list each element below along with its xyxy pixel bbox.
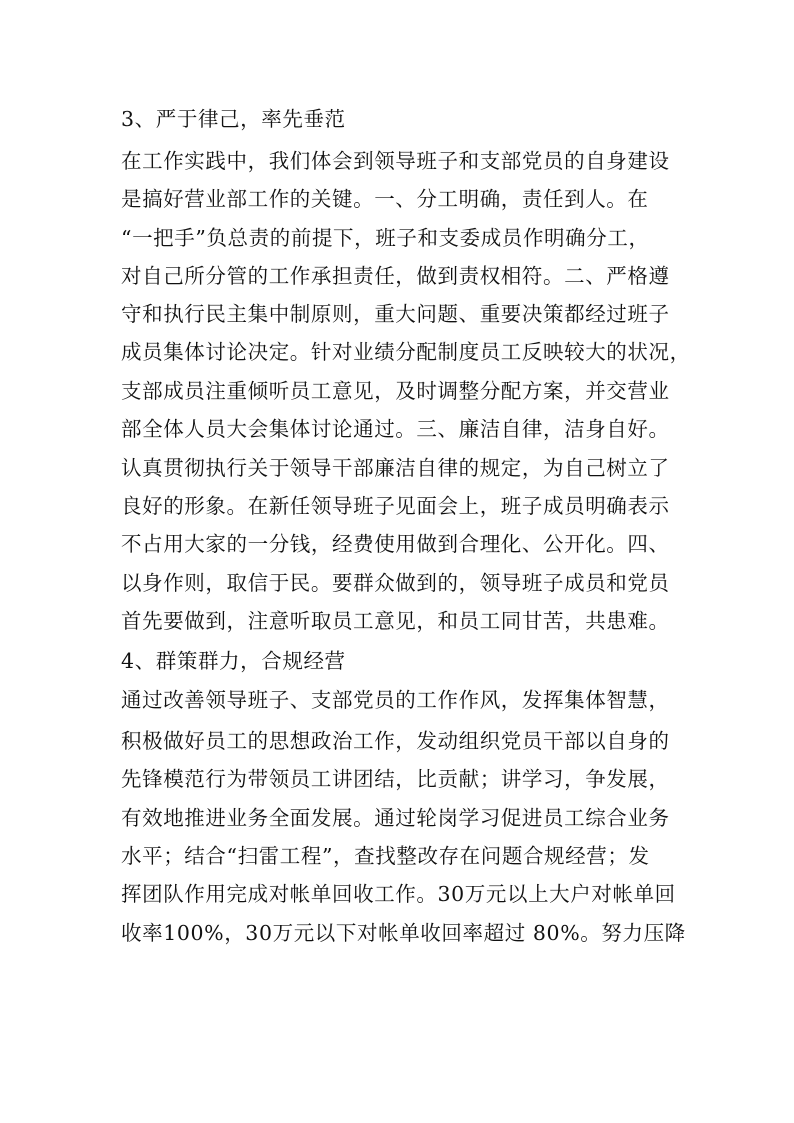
paragraph-line: 是搞好营业部工作的关键。一、分工明确，责任到人。在	[121, 187, 649, 211]
paragraph-line: 积极做好员工的思想政治工作，发动组织党员干部以自身的	[121, 729, 670, 753]
paragraph-line: 水平；结合“扫雷工程”，查找整改存在问题合规经营；发	[121, 844, 650, 868]
paragraph-line: “一把手”负总责的前提下，班子和支委成员作明确分工，	[121, 226, 650, 250]
paragraph-line: 有效地推进业务全面发展。通过轮岗学习促进员工综合业务	[121, 806, 670, 830]
section-heading-3: 3、严于律己，率先垂范	[121, 107, 346, 131]
paragraph-line: 收率100%，30万元以下对帐单收回率超过 80%。努力压降	[121, 921, 686, 945]
paragraph-line: 认真贯彻执行关于领导干部廉洁自律的规定，为自己树立了	[121, 456, 670, 480]
paragraph-line: 守和执行民主集中制原则，重大问题、重要决策都经过班子	[121, 302, 670, 326]
paragraph-line: 4、群策群力，合规经营	[121, 649, 346, 673]
paragraph-line: 先锋模范行为带领员工讲团结，比贡献；讲学习，争发展，	[121, 767, 670, 791]
paragraph-line: 不占用大家的一分钱，经费使用做到合理化、公开化。四、	[121, 532, 670, 556]
paragraph-line: 在工作实践中，我们体会到领导班子和支部党员的自身建设	[121, 149, 670, 173]
paragraph-line: 支部成员注重倾听员工意见，及时调整分配方案，并交营业	[121, 379, 670, 403]
paragraph-line: 良好的形象。在新任领导班子见面会上，班子成员明确表示	[121, 494, 670, 518]
paragraph-line: 成员集体讨论决定。针对业绩分配制度员工反映较大的状况，	[121, 340, 691, 364]
paragraph-line: 首先要做到，注意听取员工意见，和员工同甘苦，共患难。	[121, 609, 670, 633]
paragraph-line: 挥团队作用完成对帐单回收工作。30万元以上大户对帐单回	[121, 882, 676, 906]
paragraph-line: 以身作则，取信于民。要群众做到的，领导班子成员和党员	[121, 571, 670, 595]
paragraph-line: 对自己所分管的工作承担责任，做到责权相符。二、严格遵	[121, 264, 670, 288]
paragraph-line: 通过改善领导班子、支部党员的工作作风，发挥集体智慧，	[121, 688, 670, 712]
paragraph-line: 部全体人员大会集体讨论通过。三、廉洁自律，洁身自好。	[121, 417, 670, 441]
